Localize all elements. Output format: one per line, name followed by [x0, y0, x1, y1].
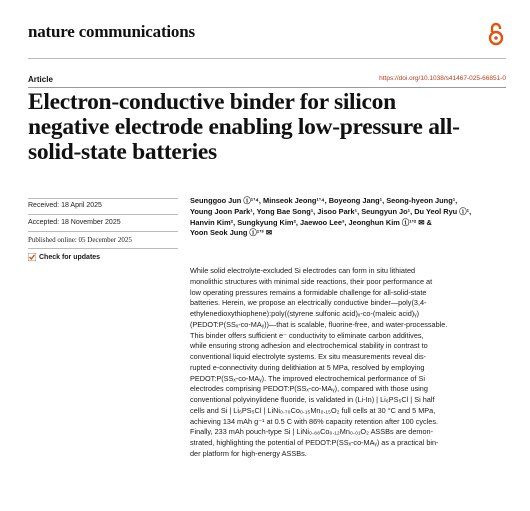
title-line: negative electrode enabling low-pressure all- [28, 114, 460, 140]
author-line: Seunggoo Jun ⓘ¹ʼ⁴, Minseok Jeong¹ʼ⁴, Boyeong Jang¹, Seong-hyeon Jung¹, [190, 196, 458, 205]
abstract-line: conventional liquid electrolyte systems. Ex situ measurements reveal dis- [190, 352, 427, 361]
title-line: Electron-conductive binder for silicon [28, 89, 396, 115]
published-date: Published online: 05 December 2025 [28, 236, 132, 244]
abstract-line: batteries. Herein, we propose an electrically conductive binder—poly(3,4- [190, 298, 427, 308]
abstract-line: der platform for high-energy ASSBs. [190, 448, 307, 458]
article-type-rule [28, 87, 506, 88]
open-access-icon [487, 22, 505, 46]
abstract-line: This binder offers sufficient e⁻ conductivity to eliminate carbon additives, [190, 330, 424, 340]
author-line: Hanvin Kim², Sungkyung Kim², Jaewoo Lee³, Jeonghun Kim ⓘ¹ʼ² ✉ & [190, 217, 432, 227]
abstract-line: conventional polyvinylidene fluoride, is validated in (Li-In) | Li₆PS₅Cl | Si half [190, 395, 435, 404]
author-list [190, 196, 506, 239]
doi-link[interactable]: https://doi.org/10.1038/s41467-025-66851-0 [379, 75, 506, 82]
check-for-updates-button[interactable] [28, 253, 100, 261]
abstract-line: electrodes comprising PEDOT:P(SSₓ-co-MAᵧ), compared with those using [190, 384, 428, 394]
header-rule [28, 58, 506, 59]
meta-rule [28, 214, 178, 215]
abstract-line: Finally, 233 mAh pouch-type Si | LiNi₀.₈₈Co₀.₁₂Mn₀.₀₁O₂ ASSBs are demon- [190, 427, 434, 437]
abstract-line: While solid electrolyte-excluded Si electrodes can form in situ lithiated [190, 266, 416, 275]
abstract-line: PEDOT:P(SSₓ-co-MAᵧ). The improved electrochemical performance of Si [190, 373, 425, 383]
meta-rule [28, 231, 178, 232]
abstract [190, 266, 510, 460]
journal-name: nature communications [28, 22, 195, 41]
received-date: Received: 18 April 2025 [28, 202, 102, 209]
abstract-line: strated, highlighting the potential of PEDOT:P(SSₓ-co-MAᵧ) as a practical bin- [190, 438, 439, 447]
abstract-line: monolithic structures with minimal side reactions, their poor performance at [190, 276, 433, 286]
abstract-line: ethylenedioxythiophene):poly((styrene sulfonic acid)ₓ-co-(maleic acid)ᵧ) [190, 309, 420, 318]
check-for-updates-label: Check for updates [39, 253, 101, 261]
abstract-line: rupted e-connectivity during delithiation at 5 MPa, resolved by employing [190, 362, 425, 372]
author-line: Young Joon Park¹, Yong Bae Song¹, Jisoo Park¹, Seungyun Jo¹, Du Yeol Ryu ⓘ¹, [190, 206, 472, 216]
abstract-line: achieving 134 mAh g⁻¹ at 0.5 C with 86% capacity retention after 100 cycles. [190, 416, 439, 426]
accepted-date: Accepted: 18 November 2025 [28, 219, 121, 226]
meta-rule [28, 198, 178, 199]
abstract-line: (PEDOT:P(SSₓ-co-MAᵧ))—that is scalable, fluorine-free, and water-processable. [190, 319, 448, 329]
title-line: solid-state batteries [28, 139, 217, 165]
abstract-line: cells and Si | Li₆PS₅Cl | LiNi₀.₇₀Co₀.₁₅Mn₀.₁₅O₂ full cells at 30 °C and 5 MPa, [190, 405, 436, 415]
abstract-line: low operating pressures remains a formidable challenge for all-solid-state [190, 287, 427, 297]
article-title [28, 90, 518, 165]
check-for-updates-icon [28, 253, 36, 261]
author-line: Yoon Seok Jung ⓘ¹ʼ³ ✉ [190, 228, 273, 238]
meta-rule [28, 248, 178, 249]
abstract-line: while ensuring strong adhesion and electrochemical stability in contrast to [190, 341, 428, 351]
article-type: Article [28, 75, 53, 84]
